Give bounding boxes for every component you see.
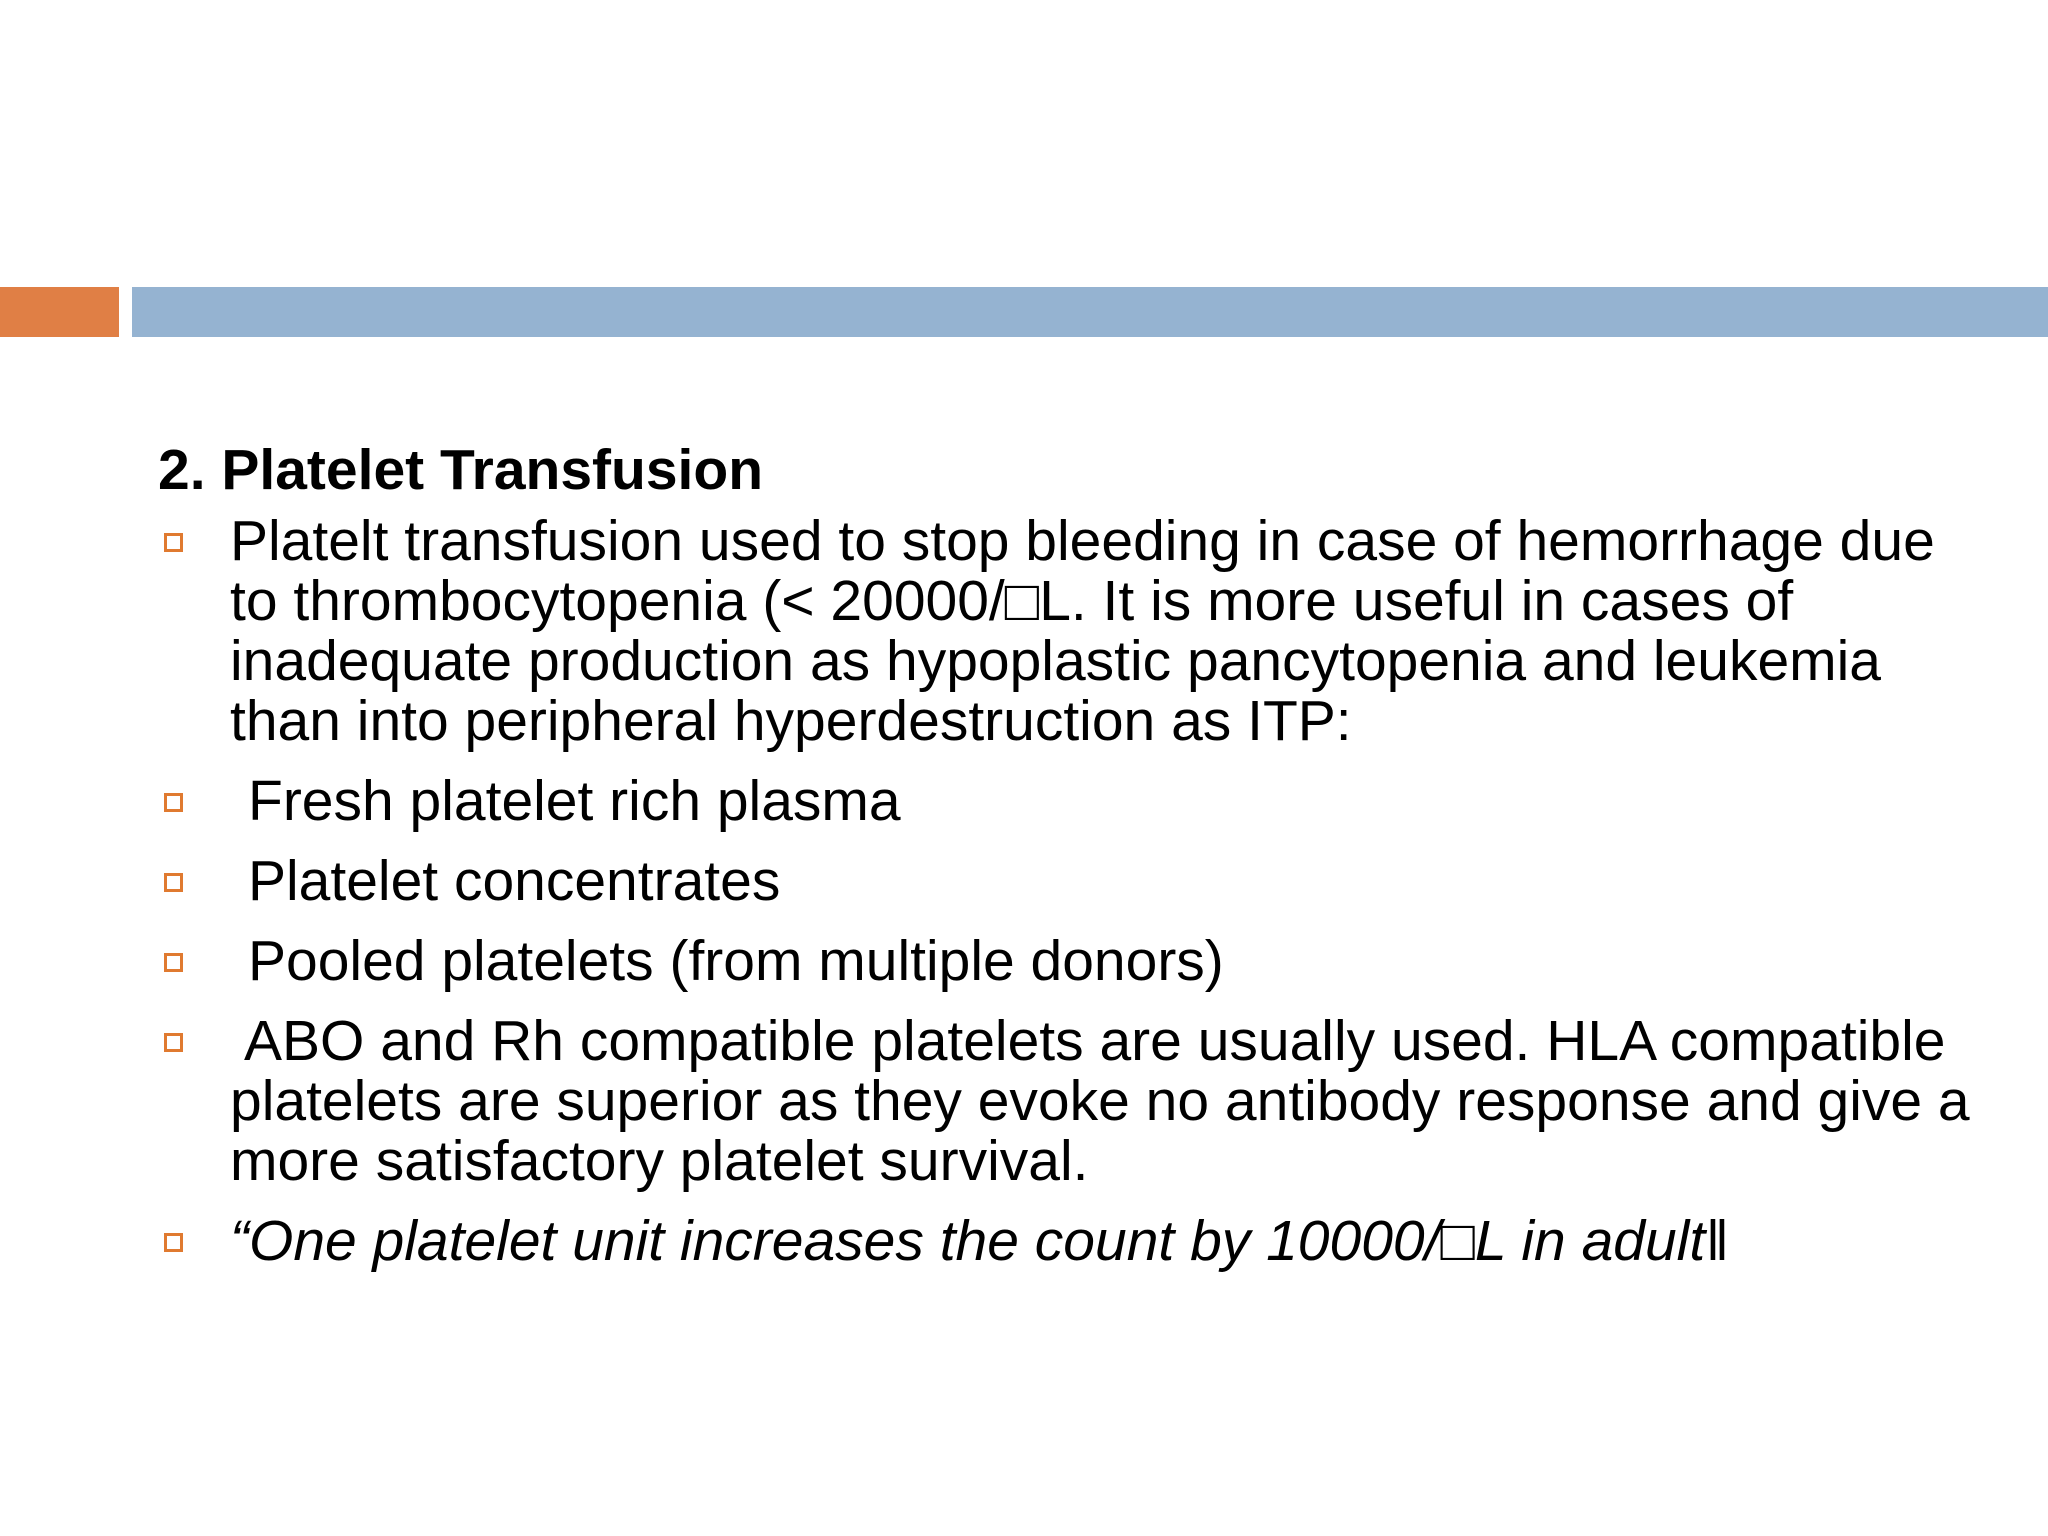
bullet-list	[158, 511, 1988, 1271]
bullet-text: Fresh platelet rich plasma	[248, 769, 901, 833]
list-item	[158, 1211, 1988, 1271]
bullet-text: Platelet concentrates	[248, 849, 781, 913]
bullet-text: Pooled platelets (from multiple donors)	[248, 929, 1224, 993]
list-item	[158, 931, 1988, 991]
slide-heading: 2. Platelet Transfusion	[158, 438, 764, 502]
bullet-text: ABO and Rh compatible platelets are usually used. HLA compatible platelets are superior as they evoke no antibody response and give a more satisfactory platelet survival.	[230, 1009, 1970, 1193]
slide-content	[158, 437, 1988, 1291]
square-bullet-icon	[164, 793, 183, 812]
list-item	[158, 511, 1988, 751]
square-bullet-icon	[164, 533, 183, 552]
list-item	[158, 771, 1988, 831]
header-band	[132, 287, 2048, 337]
square-bullet-icon	[164, 873, 183, 892]
list-item	[158, 851, 1988, 911]
square-bullet-icon	[164, 1233, 183, 1252]
square-bullet-icon	[164, 953, 183, 972]
bullet-text: “One platelet unit increases the count by 10000/□L in adult‖	[230, 1209, 1729, 1273]
bullet-text: Platelt transfusion used to stop bleeding in case of hemorrhage due to thrombocytopenia (< 20000/□L. It is more useful in cases of inadequate production as hypoplastic pancytopenia and leukemia than into peripheral hyperdestruction as ITP:	[230, 509, 1935, 753]
list-item	[158, 1011, 1988, 1191]
square-bullet-icon	[164, 1033, 183, 1052]
accent-bar	[0, 287, 119, 337]
